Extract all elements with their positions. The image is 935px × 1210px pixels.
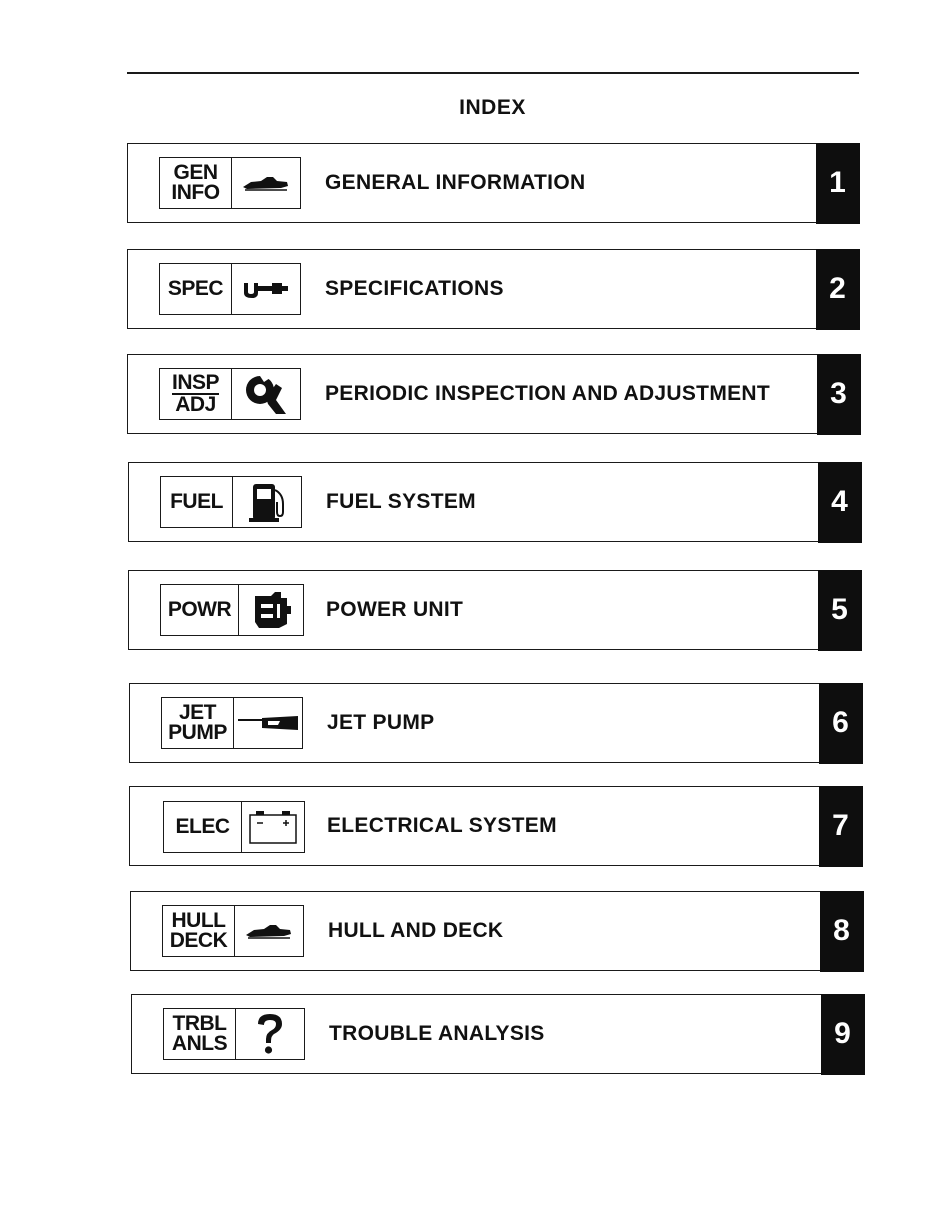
abbr-line-2: PUMP: [168, 721, 227, 744]
section-abbreviation: [160, 158, 232, 208]
caliper-icon: [232, 264, 300, 314]
section-abbreviation: [160, 369, 232, 419]
section-number-tab[interactable]: 9: [821, 994, 865, 1075]
section-badge: [159, 157, 301, 209]
section-badge: [159, 368, 301, 420]
section-label: HULL AND DECK: [328, 919, 504, 942]
jet-pump-icon: [234, 698, 302, 748]
section-fuel-system[interactable]: [128, 462, 861, 542]
section-abbreviation: [160, 264, 232, 314]
section-number-tab[interactable]: 3: [817, 354, 861, 435]
abbr-line-1: JET: [178, 701, 216, 724]
section-label: SPECIFICATIONS: [325, 277, 504, 300]
section-abbreviation: [161, 585, 239, 635]
question-icon: [236, 1009, 304, 1059]
section-badge: [162, 905, 304, 957]
section-badge: [163, 801, 305, 853]
wrench-icon: [232, 369, 300, 419]
section-power-unit[interactable]: [128, 570, 861, 650]
section-electrical-system[interactable]: [129, 786, 862, 866]
section-abbreviation: [164, 1009, 236, 1059]
section-abbreviation: [163, 906, 235, 956]
section-label: POWER UNIT: [326, 598, 464, 621]
abbr-line-1: TRBL: [172, 1012, 227, 1035]
section-label: FUEL SYSTEM: [326, 490, 476, 513]
top-rule: [127, 72, 859, 74]
battery-icon: [242, 802, 304, 852]
section-general-information[interactable]: [127, 143, 859, 223]
section-abbreviation: [164, 802, 242, 852]
page-title: INDEX: [459, 96, 526, 119]
abbr-line-2: INFO: [171, 181, 220, 204]
section-badge: [160, 584, 304, 636]
section-badge: [161, 697, 303, 749]
abbr-line-1: POWR: [167, 598, 232, 621]
engine-icon: [239, 585, 303, 635]
abbr-line-1: GEN: [173, 161, 218, 184]
watercraft-icon: [232, 158, 300, 208]
section-abbreviation: [161, 477, 233, 527]
abbr-line-1: HULL: [171, 909, 226, 932]
section-badge: [163, 1008, 305, 1060]
section-number-tab[interactable]: 5: [818, 570, 862, 651]
section-hull-and-deck[interactable]: [130, 891, 863, 971]
abbr-line-1: ELEC: [175, 815, 230, 838]
section-label: TROUBLE ANALYSIS: [329, 1022, 545, 1045]
abbr-line-2: ANLS: [171, 1032, 228, 1055]
fuel-pump-icon: [233, 477, 301, 527]
abbr-line-2: DECK: [169, 929, 228, 952]
section-periodic-inspection[interactable]: [127, 354, 860, 434]
abbr-line-1: INSP: [171, 371, 219, 394]
watercraft-icon: [235, 906, 303, 956]
abbr-line-1: FUEL: [170, 490, 223, 513]
abbr-line-2: ADJ: [175, 393, 216, 416]
section-badge: [159, 263, 301, 315]
section-label: GENERAL INFORMATION: [325, 171, 586, 194]
section-trouble-analysis[interactable]: [131, 994, 864, 1074]
section-abbreviation: [162, 698, 234, 748]
section-specifications[interactable]: [127, 249, 859, 329]
section-number-tab[interactable]: 8: [820, 891, 864, 972]
section-number-tab[interactable]: 6: [819, 683, 863, 764]
section-jet-pump[interactable]: [129, 683, 862, 763]
abbr-line-1: SPEC: [167, 277, 224, 300]
section-label: PERIODIC INSPECTION AND ADJUSTMENT: [325, 382, 771, 405]
section-number-tab[interactable]: 1: [816, 143, 860, 224]
section-label: ELECTRICAL SYSTEM: [327, 814, 557, 837]
section-badge: [160, 476, 302, 528]
section-number-tab[interactable]: 2: [816, 249, 860, 330]
section-number-tab[interactable]: 7: [819, 786, 863, 867]
section-number-tab[interactable]: 4: [818, 462, 862, 543]
section-label: JET PUMP: [327, 711, 435, 734]
